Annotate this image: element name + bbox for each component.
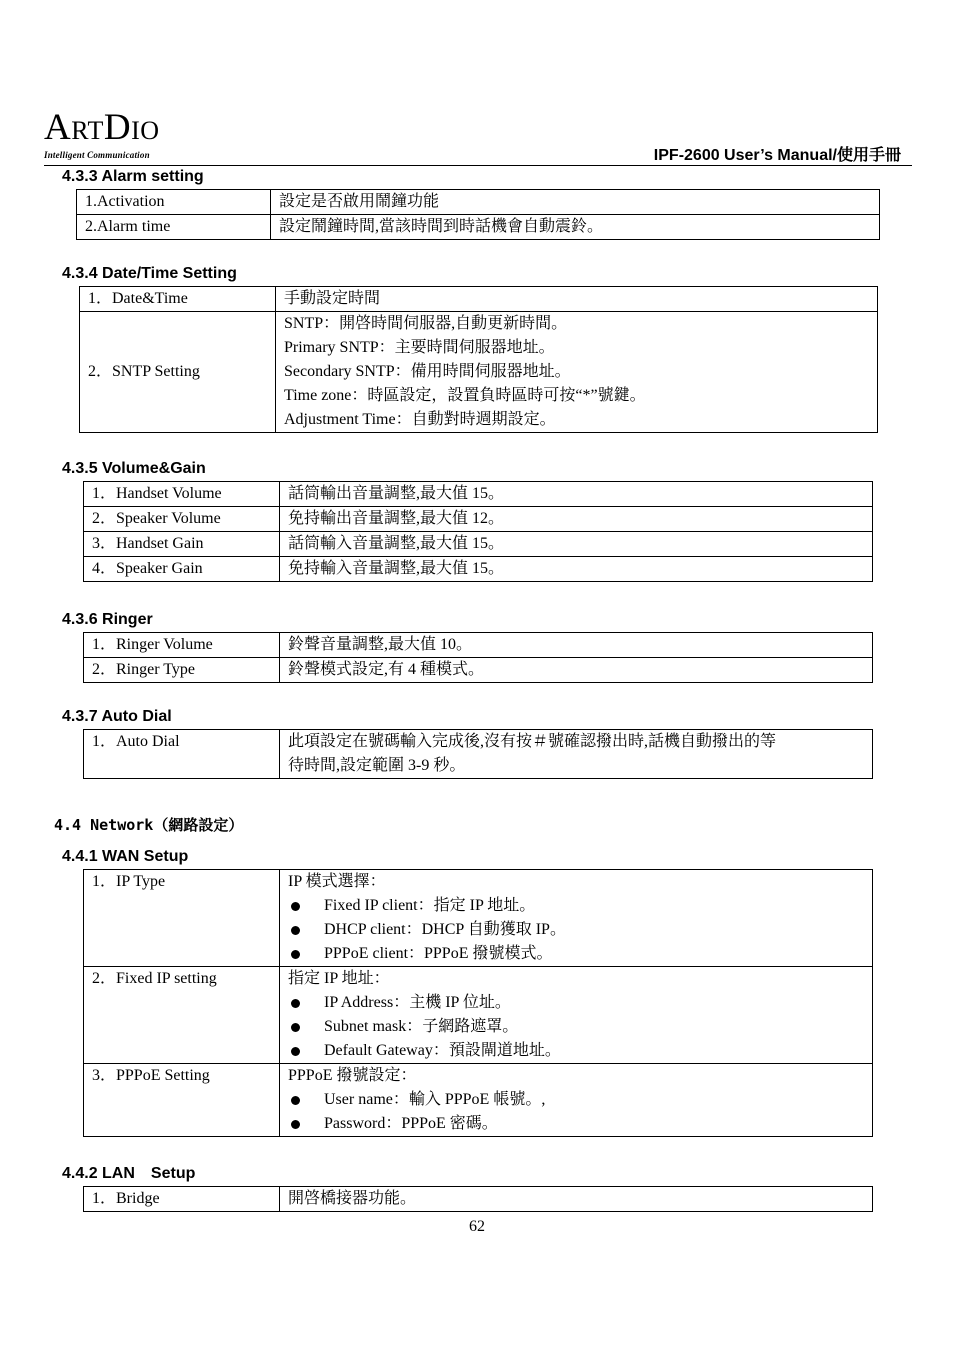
table-row [84,658,873,683]
value-line: 此項設定在號碼輸入完成後,沒有按＃號確認撥出時,話機自動撥出的等 [288,733,777,750]
table-row [84,1064,873,1137]
table-row [84,1187,873,1212]
value-line: Adjustment Time：自動對時週期設定。 [284,411,556,428]
row-key: 2．SNTP Setting [80,312,276,433]
row-key: 1．Bridge [84,1187,280,1212]
row-key: 1．Auto Dial [84,730,280,779]
row-value: 設定是否啟用鬧鐘功能 [271,190,880,215]
value-title: IP 模式選擇： [288,873,386,890]
row-value: 設定鬧鐘時間,當該時間到時話機會自動震鈴。 [271,215,880,240]
logo-wordmark: ARTDIO [44,107,160,148]
table-row [84,633,873,658]
row-value: 鈴聲模式設定,有 4 種模式。 [280,658,873,683]
row-key: 2.Alarm time [77,215,271,240]
row-value: 話筒輸出音量調整,最大值 15。 [280,482,873,507]
ringer-table [83,632,873,683]
bullet-item: Fixed IP client：指定 IP 地址。 [288,894,864,918]
header-divider [44,165,912,166]
row-key: 1.Activation [77,190,271,215]
table-row [84,557,873,582]
volume-table [83,481,873,582]
row-key: 2．Fixed IP setting [84,967,280,1064]
row-key: 1．IP Type [84,870,280,967]
bullet-item: Subnet mask：子網路遮罩。 [288,1015,864,1039]
value-line: Time zone：時區設定，設置負時區時可按“*”號鍵。 [284,387,646,404]
bullet-item: Default Gateway：預設閘道地址。 [288,1039,864,1063]
row-value: 免持輸出音量調整,最大值 12。 [280,507,873,532]
lan-table [83,1186,873,1212]
value-line: Secondary SNTP：備用時間伺服器地址。 [284,363,571,380]
bullet-item: IP Address：主機 IP 位址。 [288,991,864,1015]
table-row [80,312,878,433]
row-key: 3．PPPoE Setting [84,1064,280,1137]
table-row [84,967,873,1064]
value-line: Primary SNTP：主要時間伺服器地址。 [284,339,555,356]
bullet-item: DHCP client：DHCP 自動獲取 IP。 [288,918,864,942]
autodial-table [83,729,873,779]
row-value: 話筒輸入音量調整,最大值 15。 [280,532,873,557]
datetime-table [79,286,878,433]
row-value: 鈴聲音量調整,最大值 10。 [280,633,873,658]
artdio-logo [44,107,194,160]
wan-table [83,869,873,1137]
bullet-item: Password：PPPoE 密碼。 [288,1112,864,1136]
page-number: 62 [469,1218,485,1235]
row-value [280,967,873,1064]
section-heading-autodial: 4.3.7 Auto Dial [62,708,172,725]
row-value [276,312,878,433]
row-value: 手動設定時間 [276,287,878,312]
logo-tagline: Intelligent Communication [44,150,150,160]
alarm-table [76,189,880,240]
value-line: SNTP：開啓時間伺服器,自動更新時間。 [284,315,568,332]
row-key: 3．Handset Gain [84,532,280,557]
row-value [280,870,873,967]
row-value: 免持輸入音量調整,最大值 15。 [280,557,873,582]
table-row [77,215,880,240]
table-row [84,482,873,507]
row-key: 1．Handset Volume [84,482,280,507]
row-value [280,1064,873,1137]
row-key: 1．Ringer Volume [84,633,280,658]
row-key: 2．Ringer Type [84,658,280,683]
row-value [280,730,873,779]
section-heading-alarm: 4.3.3 Alarm setting [62,168,204,185]
row-key: 2．Speaker Volume [84,507,280,532]
section-heading-wan: 4.4.1 WAN Setup [62,848,189,865]
row-value: 開啓橋接器功能。 [280,1187,873,1212]
table-row [80,287,878,312]
value-title: PPPoE 撥號設定： [288,1067,417,1084]
value-line: 待時間,設定範圍 3-9 秒。 [288,757,466,774]
section-heading-volume: 4.3.5 Volume&Gain [62,460,206,477]
row-key: 1．Date&Time [80,287,276,312]
section-heading-network: 4.4 Network（網路設定） [54,816,244,834]
row-key: 4．Speaker Gain [84,557,280,582]
table-row [84,730,873,779]
section-heading-ringer: 4.3.6 Ringer [62,611,153,628]
table-row [84,532,873,557]
section-heading-lan: 4.4.2 LAN Setup [62,1165,196,1182]
table-row [84,507,873,532]
manual-title: IPF-2600 User’s Manual/使用手冊 [653,147,901,164]
bullet-item: User name：輸入 PPPoE 帳號。, [288,1088,864,1112]
section-heading-datetime: 4.3.4 Date/Time Setting [62,265,237,282]
table-row [77,190,880,215]
bullet-item: PPPoE client：PPPoE 撥號模式。 [288,942,864,966]
table-row [84,870,873,967]
value-title: 指定 IP 地址： [288,970,390,987]
